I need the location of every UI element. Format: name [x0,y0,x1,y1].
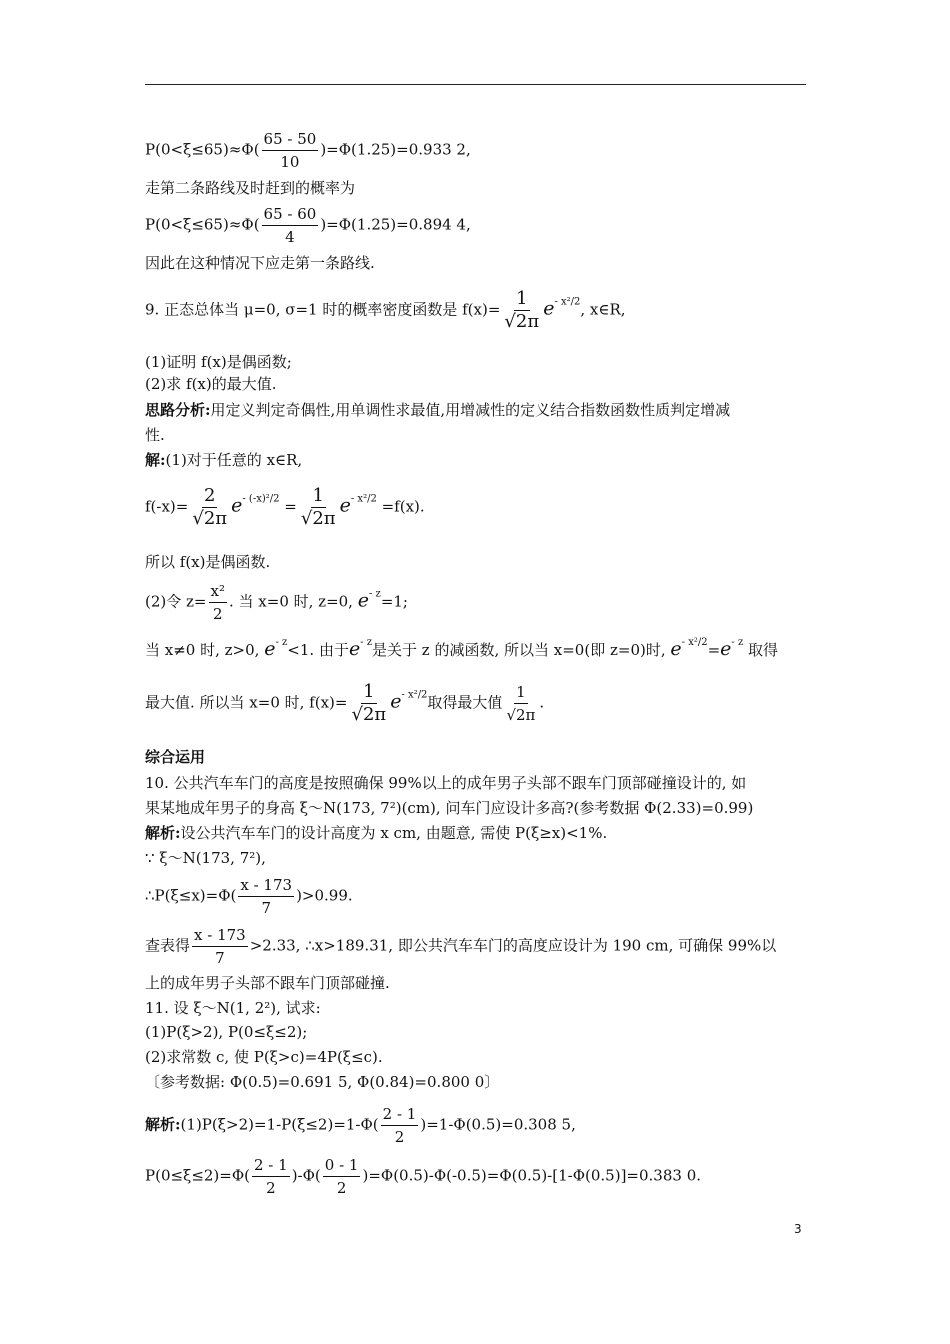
text: )-Φ( [291,1166,321,1185]
numerator: 1 [312,485,324,506]
text: 最大值. 所以当 x=0 时, f(x)= [145,693,348,712]
reference-data: 〔参考数据: Φ(0.5)=0.691 5, Φ(0.84)=0.800 0〕 [145,1073,500,1091]
text: )=Φ(1.25)=0.894 4, [320,215,471,234]
e-symbol: e [543,297,555,320]
text: 取得最大值 [427,693,503,712]
question-11: 11. 设 ξ～N(1, 2²), 试求: [145,999,321,1017]
solution-2: 所以 f(x)是偶函数. [145,553,271,571]
text: )>0.99. [296,886,353,905]
text: P(0≤ξ≤2)=Φ( [145,1166,250,1185]
text: 设公共汽车车门的设计高度为 x cm, 由题意, 需使 P(ξ≥x)<1%. [180,824,608,842]
analysis [145,400,730,420]
text: P(0<ξ≤65)≈Φ( [145,215,260,234]
e-symbol: e [357,589,369,612]
exponent: - x²/2 [350,493,377,505]
text: . 当 x=0 时, z=0, [228,592,353,611]
answer-11 [145,1105,576,1146]
fraction: $\frac{1}{√2\pi}$ [351,681,387,725]
section-heading: 综合运用 [145,748,206,766]
page-number: 3 [794,1222,802,1236]
numerator: x - 173 [238,876,294,897]
answer-label: 解析: [145,824,181,842]
text: , x∈R, [580,300,626,319]
text: )=1-Φ(0.5)=0.308 5, [420,1115,576,1134]
eq-even: f(-x)= $\frac{2}{√2\pi}$ $e^{- (-x)^2/2}$ = $\frac{1}{√2\pi}$ $e^{- x^2/2} =f(x)$. [145,485,425,529]
text: 查表得 [145,936,191,955]
denominator: √2π [504,311,540,332]
answer-10-line4 [145,926,776,967]
route2-intro: 走第二条路线及时赶到的概率为 [145,179,356,197]
numerator: 2 - 1 [381,1105,419,1126]
numerator: x² [209,582,227,603]
text: = [707,641,721,659]
text: )=Φ(1.25)=0.933 2, [320,140,471,159]
denominator: 4 [285,228,295,246]
denominator: 2 [336,1179,347,1197]
denominator: 2 [394,1128,405,1146]
fraction [262,205,319,246]
denominator: 7 [261,899,271,917]
solution-1 [145,450,302,470]
question-11-part1: (1)P(ξ>2), P(0≤ξ≤2); [145,1023,308,1041]
header-rule [145,84,806,85]
eq-route2 [145,205,471,246]
question-9-part2: (2)求 f(x)的最大值. [145,375,277,393]
fraction [323,1156,361,1197]
exponent: - x²/2 [681,637,708,648]
question-9 [145,290,626,331]
text: )=Φ(0.5)-Φ(-0.5)=Φ(0.5)-[1-Φ(0.5)]=0.383 0. [362,1166,702,1185]
numerator: 1 [516,288,528,309]
denominator: √2π [192,508,228,529]
analysis-label: 思路分析: [145,401,211,419]
denominator: √2π [300,508,336,529]
exponent: - x²/2 [554,296,581,308]
text: (2)令 z= [145,592,207,611]
fraction: $\frac{x - 173}{7}$ [194,926,246,967]
exponent: - (-x)²/2 [242,493,280,505]
text: =f(x). [381,497,425,516]
numerator: 65 - 60 [262,205,319,226]
conclusion: 因此在这种情况下应走第一条路线. [145,254,375,272]
fraction [238,876,294,917]
question-11-part2: (2)求常数 c, 使 P(ξ>c)=4P(ξ≤c). [145,1048,383,1066]
question-10: 10. 公共汽车车门的高度是按照确保 99%以上的成年男子头部不跟车门顶部碰撞设计的, 如 [145,774,747,792]
text: (1)对于任意的 x∈R, [165,451,303,469]
analysis-text: 用定义判定奇偶性,用单调性求最值,用增减性的定义结合指数函数性质判定增减 [210,401,731,419]
text: f(-x)= [145,497,189,516]
numerator: 2 [204,485,216,506]
answer-label: 解析: [145,1115,181,1134]
fraction [381,1105,419,1146]
denominator: 2 [266,1179,276,1197]
question-9-part1: (1)证明 f(x)是偶函数; [145,353,292,371]
fraction: $\frac{1}{√2\pi}$ [506,683,536,724]
fraction [190,487,229,528]
text: 当 x≠0 时, z>0, [145,641,260,659]
text: . [539,693,545,712]
maximum: 最大值. 所以当 x=0 时, f(x)= $\frac{1}{√2\pi}$ $e^{- x^2/2}$取得最大值 $\frac{1}{√2\pi}$ . [145,681,545,725]
analysis-text-cont: 性. [145,426,165,444]
text: <1. 由于 [287,641,349,659]
let-z [145,582,408,623]
denominator: 10 [280,153,300,171]
answer-11-line2 [145,1156,701,1197]
decreasing: 当 x≠0 时, z>0, $e^{- z}<1$. 由于$e^{- z}$是关于 z 的减函数, 所以当 x=0(即 z=0)时, $e^{- x^2/2}=e^{- z}$ 取得 [145,637,779,660]
text: =1; [380,592,408,611]
eq-route1 [145,130,471,171]
fraction [252,1156,290,1197]
solution-label: 解: [145,451,166,469]
fraction [502,290,541,331]
numerator: 2 - 1 [252,1156,290,1177]
fraction [299,487,338,528]
answer-10-line2: ∵ ξ～N(173, 7²), [145,849,266,867]
exponent: - z [368,588,381,600]
text: 9. 正态总体当 μ=0, σ=1 时的概率密度函数是 f(x)= [145,300,501,319]
numerator: 65 - 50 [262,130,319,151]
text: P(0<ξ≤65)≈Φ( [145,140,260,159]
text: 是关于 z 的减函数, 所以当 x=0(即 z=0)时, [372,641,666,659]
numerator: 0 - 1 [323,1156,361,1177]
text: ∴P(ξ≤x)=Φ( [145,886,237,905]
text: >2.33, ∴x>189.31, 即公共汽车车门的高度应设计为 190 cm, 可确保 99%以 [249,936,777,955]
text: 取得 [748,641,779,659]
answer-10-line3 [145,876,353,917]
fraction [209,582,227,623]
denominator: 2 [212,605,223,623]
text: = [284,497,297,516]
text: (1)P(ξ>2)=1-P(ξ≤2)=1-Φ( [180,1115,379,1134]
question-10-cont: 果某地成年男子的身高 ξ～N(173, 7²)(cm), 问车门应设计多高?(参考数据 Φ(2.33)=0.99) [145,799,754,817]
answer-10 [145,823,607,843]
fraction [262,130,319,171]
answer-10-line5: 上的成年男子头部不跟车门顶部碰撞. [145,974,390,992]
